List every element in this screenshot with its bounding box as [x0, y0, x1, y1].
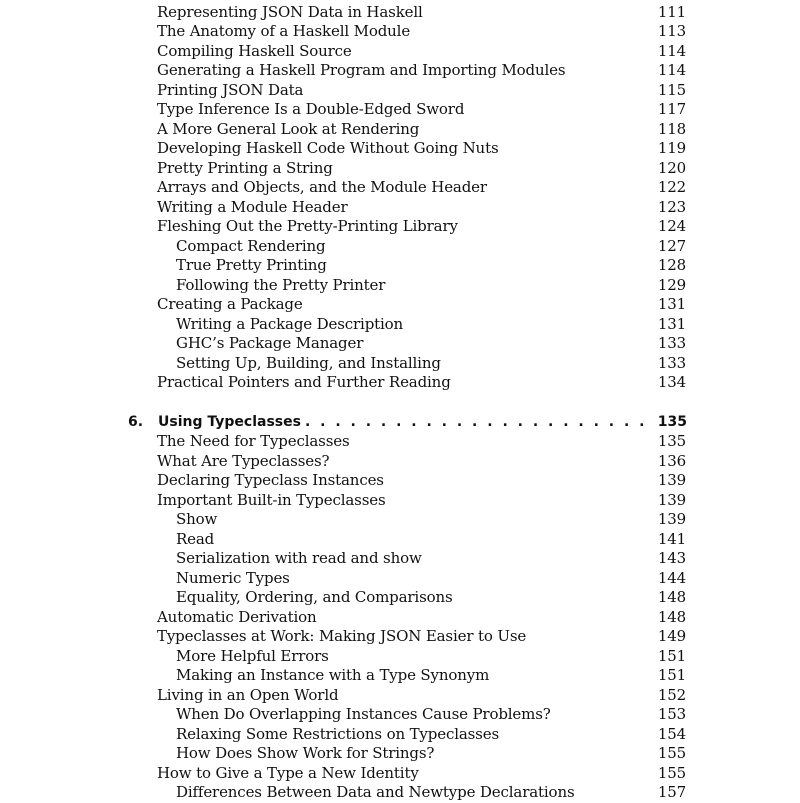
toc-entry-title: Typeclasses at Work: Making JSON Easier to Use	[157, 627, 527, 645]
toc-page-number: 139	[657, 471, 686, 489]
toc-page-number: 115	[657, 80, 686, 99]
toc-page-number: 114	[657, 41, 686, 60]
toc-entry[interactable]	[157, 217, 686, 237]
chapter-page-number: 135	[657, 414, 687, 430]
toc-page-number: 149	[657, 627, 686, 645]
toc-page-number: 123	[657, 197, 686, 216]
toc-page-number: 131	[657, 295, 686, 313]
toc-entry[interactable]	[176, 510, 686, 530]
toc-page-number: 119	[657, 139, 686, 157]
toc-subentry-title: How Does Show Work for Strings?	[176, 744, 435, 762]
toc-page-number: 114	[657, 61, 686, 79]
toc-entry-title: Printing JSON Data	[157, 80, 304, 99]
toc-page-number: 118	[657, 119, 686, 138]
toc-entry[interactable]	[176, 549, 686, 569]
toc-subentry-title: Read	[176, 529, 215, 548]
toc-entry[interactable]	[157, 686, 686, 706]
toc-entry[interactable]	[157, 81, 686, 101]
toc-entry-title: A More General Look at Rendering	[157, 119, 420, 138]
toc-page-number: 134	[657, 373, 686, 391]
toc-entry-title: How to Give a Type a New Identity	[157, 763, 419, 782]
toc-page-number: 144	[657, 568, 686, 587]
toc-page-number: 122	[657, 178, 686, 196]
toc-page-number: 129	[657, 275, 686, 294]
toc-subentry-title: Following the Pretty Printer	[176, 275, 386, 294]
toc-subentry-title: Numeric Types	[176, 568, 290, 587]
toc-entry-title: The Need for Typeclasses	[157, 432, 350, 450]
toc-entry[interactable]	[157, 764, 686, 784]
toc-entry-title: Generating a Haskell Program and Importing Modules	[157, 61, 566, 79]
toc-entry-title: Representing JSON Data in Haskell	[157, 2, 423, 21]
toc-page-number: 133	[657, 353, 686, 372]
toc-page-number: 131	[657, 314, 686, 333]
toc-subentry-title: Compact Rendering	[176, 236, 326, 255]
toc-page-number: 113	[657, 22, 686, 40]
toc-subentry-title: Writing a Package Description	[176, 314, 404, 333]
toc-entry[interactable]	[176, 705, 686, 725]
toc-entry-title: Developing Haskell Code Without Going Nuts	[157, 139, 499, 157]
toc-entry[interactable]	[176, 647, 686, 667]
toc-entry[interactable]	[157, 198, 686, 218]
toc-entry[interactable]	[176, 256, 686, 276]
toc-page-number: 141	[657, 529, 686, 548]
toc-subentry-title: True Pretty Printing	[176, 256, 327, 274]
chapter-number: 6.	[128, 414, 144, 430]
toc-entry[interactable]	[157, 432, 686, 452]
toc-subentry-title: Relaxing Some Restrictions on Typeclasses	[176, 724, 500, 743]
toc-entry[interactable]	[157, 22, 686, 42]
toc-entry-title: Important Built-in Typeclasses	[157, 490, 386, 509]
toc-page-number: 148	[657, 588, 686, 606]
toc-entry[interactable]	[157, 471, 686, 491]
toc-entry[interactable]	[176, 237, 686, 257]
toc-entry[interactable]	[176, 276, 686, 296]
toc-page-number: 152	[657, 685, 686, 704]
toc-page-number: 135	[657, 432, 686, 450]
toc-entry[interactable]	[157, 3, 686, 23]
dot-leader	[305, 412, 654, 432]
toc-subentry-title: GHC’s Package Manager	[176, 334, 364, 352]
toc-entry[interactable]	[157, 100, 686, 120]
toc-page-number: 128	[657, 256, 686, 274]
toc-entry[interactable]	[157, 295, 686, 315]
toc-entry-title: Pretty Printing a String	[157, 158, 333, 177]
toc-subentry-title: When Do Overlapping Instances Cause Problems?	[176, 705, 551, 723]
toc-subentry-title: Equality, Ordering, and Comparisons	[176, 588, 453, 606]
toc-entry[interactable]	[176, 725, 686, 745]
toc-entry-title: Practical Pointers and Further Reading	[157, 373, 451, 391]
toc-entry-title: Automatic Derivation	[157, 607, 317, 626]
toc-entry[interactable]	[157, 42, 686, 62]
toc-page-number: 139	[657, 490, 686, 509]
toc-page-number: 157	[657, 783, 686, 801]
toc-entry-title: What Are Typeclasses?	[157, 451, 330, 470]
toc-entry[interactable]	[176, 744, 686, 764]
toc-page-number: 111	[657, 2, 686, 21]
toc-page-number: 124	[657, 217, 686, 235]
toc-entry[interactable]	[176, 588, 686, 608]
chapter-heading[interactable]	[128, 412, 687, 432]
toc-entry-title: Living in an Open World	[157, 685, 339, 704]
toc-page-number: 143	[657, 549, 686, 567]
toc-entry-title: Compiling Haskell Source	[157, 41, 352, 60]
toc-entry[interactable]	[176, 315, 686, 335]
toc-entry[interactable]	[157, 178, 686, 198]
toc-page-number: 153	[657, 705, 686, 723]
toc-entry[interactable]	[157, 627, 686, 647]
toc-page-number: 117	[657, 100, 686, 118]
toc-entry-title: Fleshing Out the Pretty-Printing Library	[157, 217, 458, 235]
toc-entry[interactable]	[157, 61, 686, 81]
toc-entry[interactable]	[157, 373, 686, 393]
toc-page-number: 155	[657, 744, 686, 762]
toc-entry-title: Arrays and Objects, and the Module Header	[157, 178, 487, 196]
toc-subentry-title: Serialization with read and show	[176, 549, 422, 567]
toc-page-number: 136	[657, 451, 686, 470]
toc-page-number: 155	[657, 763, 686, 782]
toc-subentry-title: Making an Instance with a Type Synonym	[176, 666, 490, 684]
toc-entry-title: Type Inference Is a Double-Edged Sword	[157, 100, 465, 118]
toc-entry-title: The Anatomy of a Haskell Module	[157, 22, 411, 40]
toc-page-number: 151	[657, 646, 686, 665]
toc-entry-title: Creating a Package	[157, 295, 303, 313]
toc-entry[interactable]	[157, 452, 686, 472]
toc-page-number: 148	[657, 607, 686, 626]
toc-entry-title: Writing a Module Header	[157, 197, 348, 216]
toc-entry[interactable]	[157, 120, 686, 140]
toc-page-number: 120	[657, 158, 686, 177]
toc-page-number: 133	[657, 334, 686, 352]
toc-entry[interactable]	[157, 608, 686, 628]
toc-subentry-title: Show	[176, 510, 218, 528]
chapter-title: Using Typeclasses	[158, 414, 301, 430]
toc-entry[interactable]	[157, 159, 686, 179]
toc-entry-title: Declaring Typeclass Instances	[157, 471, 384, 489]
toc-entry[interactable]	[176, 334, 686, 354]
toc-entry[interactable]	[157, 491, 686, 511]
toc-entry[interactable]	[176, 666, 686, 686]
toc-entry[interactable]	[176, 354, 686, 374]
toc-page-number: 127	[657, 236, 686, 255]
toc-subentry-title: Setting Up, Building, and Installing	[176, 353, 441, 372]
toc-page-number: 154	[657, 724, 686, 743]
toc-page-number: 139	[657, 510, 686, 528]
toc-entry[interactable]	[176, 569, 686, 589]
toc-entry[interactable]	[176, 530, 686, 550]
toc-subentry-title: Differences Between Data and Newtype Declarations	[176, 783, 575, 801]
toc-page-number: 151	[657, 666, 686, 684]
toc-entry[interactable]	[157, 139, 686, 159]
toc-subentry-title: More Helpful Errors	[176, 646, 329, 665]
